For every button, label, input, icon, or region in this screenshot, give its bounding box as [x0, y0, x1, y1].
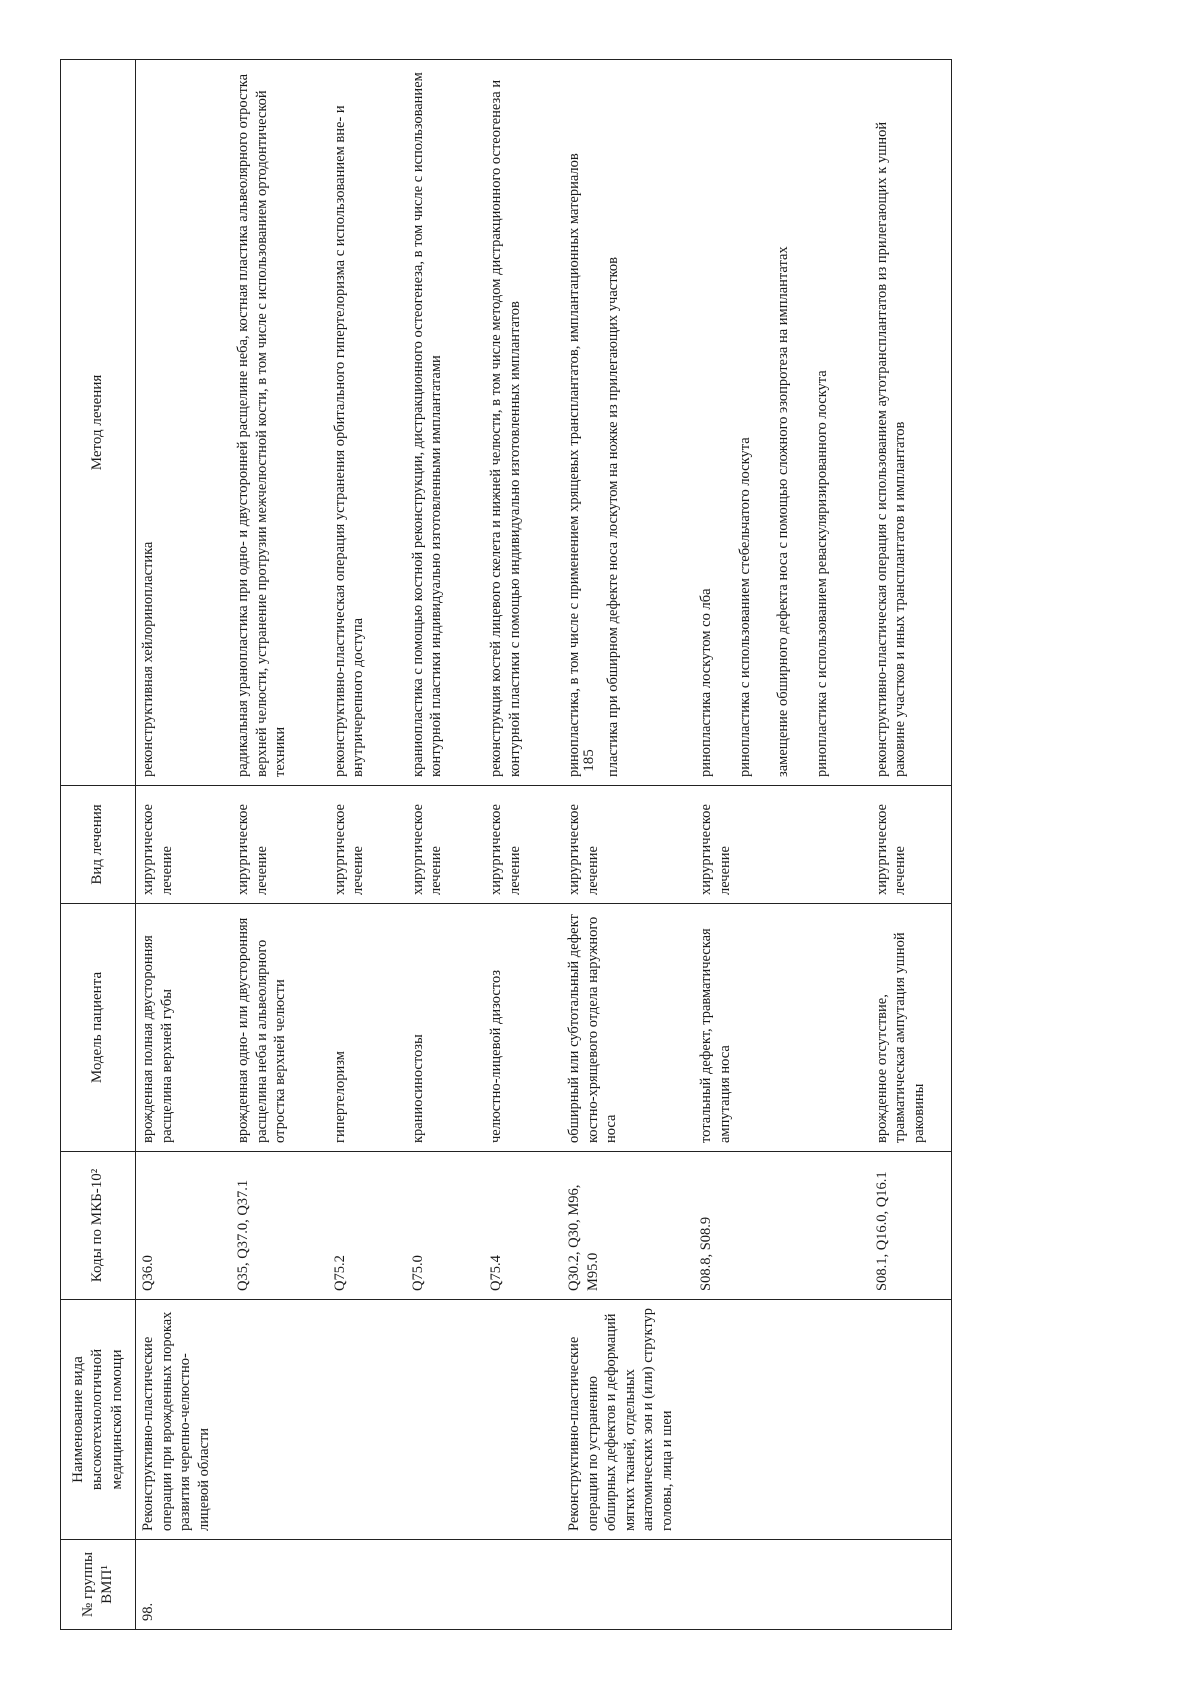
cell-name	[231, 1300, 328, 1540]
method-item: пластика при обширном дефекте носа лоскутом на ножке из прилегающих участков	[604, 257, 621, 777]
cell-codes: S08.8, S08.9	[694, 1152, 869, 1300]
header-num: № группы ВМП¹	[61, 1540, 136, 1630]
cell-model: врожденная одно- или двусторонняя расщелина неба и альвеолярного отростка верхней челюсти	[231, 904, 328, 1152]
cell-type: хирургическое лечение	[231, 786, 328, 904]
header-codes: Коды по МКБ-10²	[61, 1152, 136, 1300]
cell-codes: S08.1, Q16.0, Q16.1	[870, 1152, 952, 1300]
cell-name	[328, 1300, 406, 1540]
table-row	[484, 60, 562, 1630]
cell-method	[328, 60, 406, 786]
cell-model: краниосиностозы	[406, 904, 484, 1152]
method-item: реконструктивно-пластическая операция с использованием аутотрансплантатов из прилегающих к ушной раковине участков и иных трансплантатов и имплантатов	[873, 121, 909, 777]
method-item: реконструктивная хейлоринопластика	[140, 541, 156, 777]
header-row	[61, 60, 136, 1630]
cell-method	[562, 60, 694, 786]
cell-name: Реконструктивно-пластические операции при врожденных пороках развития черепно-челюстно-лицевой области	[136, 1300, 232, 1540]
table-row	[562, 60, 694, 1630]
cell-method	[231, 60, 328, 786]
header-method: Метод лечения	[61, 60, 136, 786]
table-row	[406, 60, 484, 1630]
cell-type: хирургическое лечение	[406, 786, 484, 904]
cell-model: тотальный дефект, травматическая ампутация носа	[694, 904, 869, 1152]
cell-num	[694, 1540, 869, 1630]
cell-method	[484, 60, 562, 786]
method-item: замещение обширного дефекта носа с помощью сложного эзопротеза на имплантатах	[775, 246, 792, 777]
cell-codes: Q75.2	[328, 1152, 406, 1300]
cell-num	[328, 1540, 406, 1630]
cell-method	[694, 60, 869, 786]
cell-name	[484, 1300, 562, 1540]
cell-codes: Q30.2, Q30, M96, M95.0	[562, 1152, 694, 1300]
table-row	[136, 60, 232, 1630]
method-item: краниопластика с помощью костной реконструкции, дистракционного остеогенеза, в том числе с использованием контурной пластики индивидуально изготовленными имплантатами	[409, 72, 445, 777]
cell-name	[870, 1300, 952, 1540]
header-type: Вид лечения	[61, 786, 136, 904]
cell-type: хирургическое лечение	[484, 786, 562, 904]
cell-codes: Q35, Q37.0, Q37.1	[231, 1152, 328, 1300]
cell-codes: Q75.4	[484, 1152, 562, 1300]
cell-model: врожденное отсутствие, травматическая ампутация ушной раковины	[870, 904, 952, 1152]
method-item: ринопластика с использованием реваскуляризированного лоскута	[814, 370, 831, 777]
cell-name	[694, 1300, 869, 1540]
cell-num	[870, 1540, 952, 1630]
cell-name	[406, 1300, 484, 1540]
cell-codes: Q75.0	[406, 1152, 484, 1300]
cell-type: хирургическое лечение	[870, 786, 952, 904]
cell-type: хирургическое лечение	[136, 786, 232, 904]
cell-type: хирургическое лечение	[694, 786, 869, 904]
cell-type: хирургическое лечение	[328, 786, 406, 904]
header-name: Наименование вида высокотехнологичной медицинской помощи	[61, 1300, 136, 1540]
cell-name: Реконструктивно-пластические операции по устранению обширных дефектов и деформаций мягких тканей, отдельных анатомических зон и (или) структур головы, лица и шеи	[562, 1300, 694, 1540]
cell-model: врожденная полная двусторонняя расщелина верхней губы	[136, 904, 232, 1152]
cell-model: челюстно-лицевой дизостоз	[484, 904, 562, 1152]
header-model: Модель пациента	[61, 904, 136, 1152]
cell-model: гипертелоризм	[328, 904, 406, 1152]
table-row	[870, 60, 952, 1630]
cell-method	[136, 60, 232, 786]
cell-num	[484, 1540, 562, 1630]
cell-num	[406, 1540, 484, 1630]
treatment-table	[60, 59, 952, 1630]
cell-method	[406, 60, 484, 786]
cell-num: 98.	[136, 1540, 232, 1630]
cell-method	[870, 60, 952, 786]
method-item: ринопластика лоскутом со лба	[698, 588, 715, 777]
table-row	[328, 60, 406, 1630]
method-item: радикальная уранопластика при одно- и двусторонней расщелине неба, костная пластика альвеолярного отростка верхней челюсти, устранение протрузии межчелюстной кости, в том числе с использованием ортодонтической техники	[235, 73, 289, 777]
method-item: реконструктивно-пластическая операция устранения орбитального гипертелоризма с использованием вне- и внутричерепного доступа	[331, 105, 367, 777]
cell-num	[562, 1540, 694, 1630]
method-item: реконструкция костей лицевого скелета и нижней челюсти, в том числе методом дистракционного остеогенеза и контурной пластики с помощью индивидуально изготовленных имплантатов	[488, 79, 523, 777]
rotated-table-wrapper	[60, 60, 1070, 1630]
cell-codes: Q36.0	[136, 1152, 232, 1300]
method-item: ринопластика, в том числе с применением хрящевых трансплантатов, имплантационных материалов	[566, 153, 583, 777]
table-row	[231, 60, 328, 1630]
cell-num	[231, 1540, 328, 1630]
cell-type: хирургическое лечение	[562, 786, 694, 904]
table-row	[694, 60, 869, 1630]
method-item: ринопластика с использованием стебельчатого лоскута	[736, 437, 753, 777]
table-body	[136, 60, 952, 1630]
page-number: 185	[580, 749, 597, 772]
cell-model: обширный или субтотальный дефект костно-хрящевого отдела наружного носа	[562, 904, 694, 1152]
